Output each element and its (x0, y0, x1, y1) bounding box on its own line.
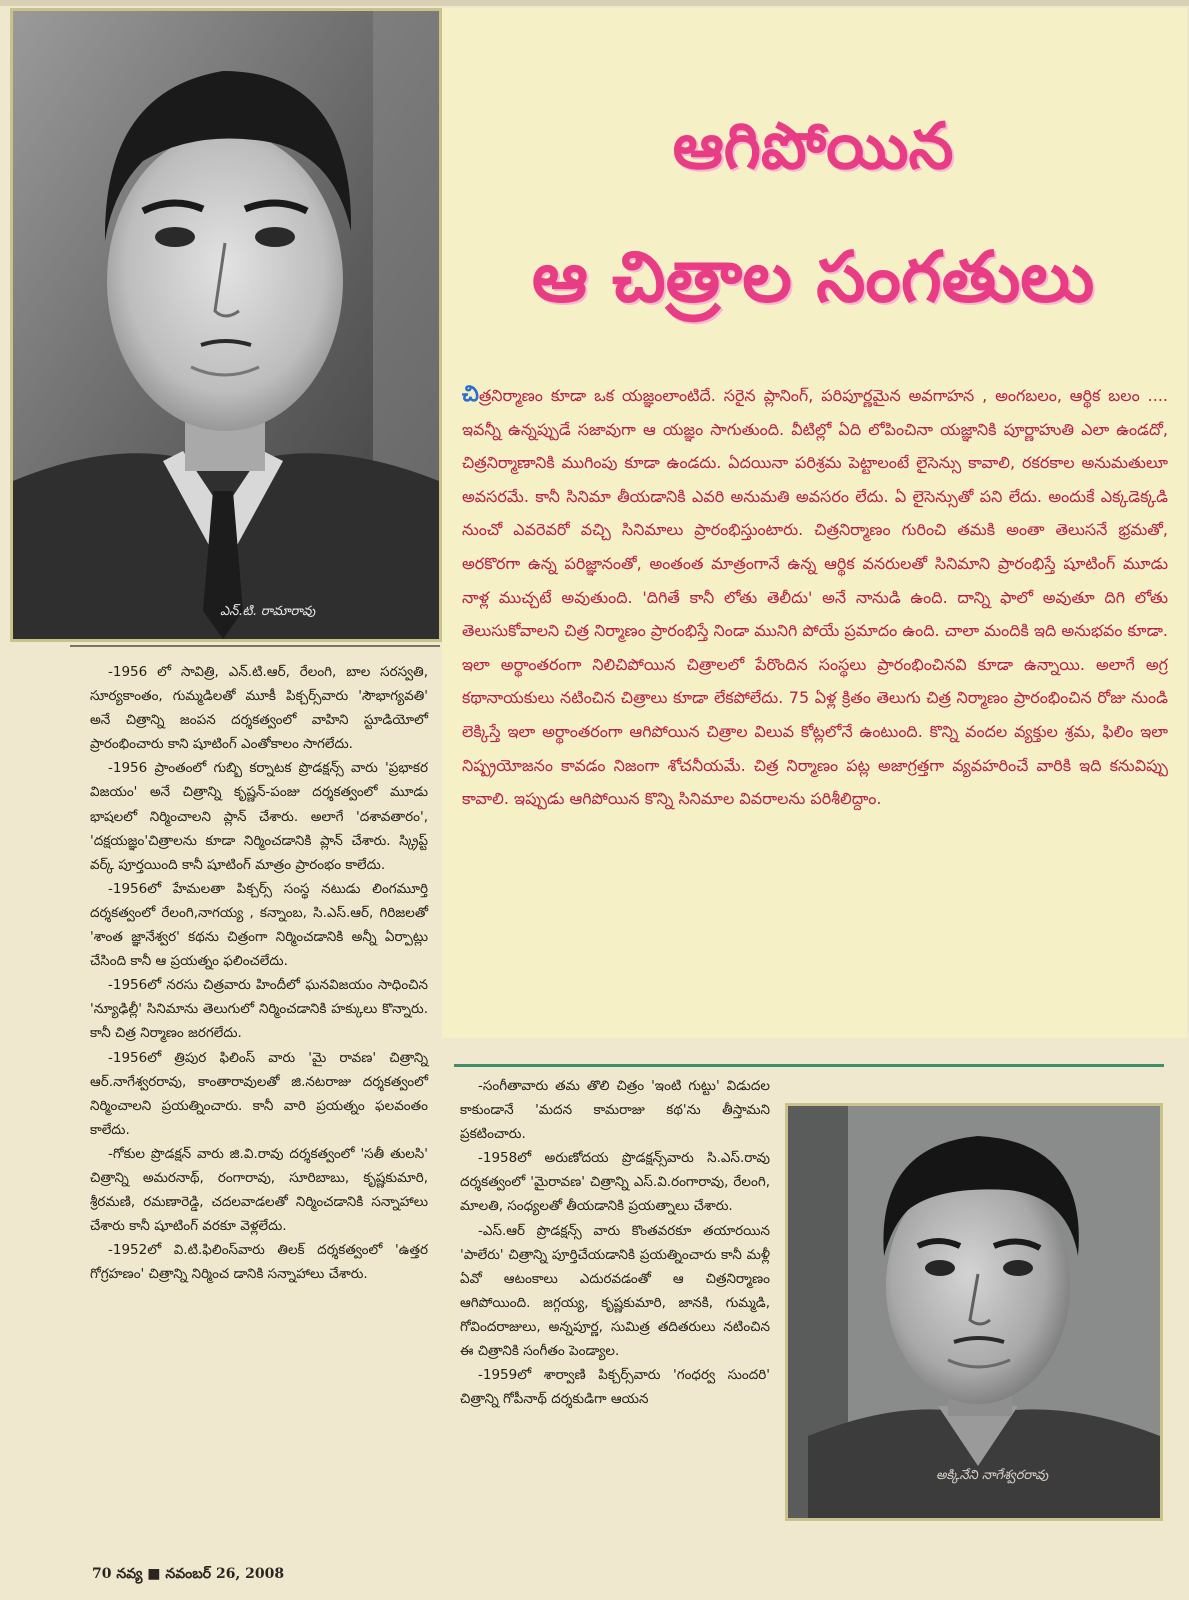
headline-line-1: ఆగిపోయిన (672, 110, 954, 184)
paragraph: -1956 లో సావిత్రి, ఎన్.టి.ఆర్, రేలంగి, బాల సరస్వతి, సూర్యకాంతం, గుమ్మడిలతో మూకీ పిక్చర్స్‌వారు 'సౌభాగ్యవతి' అనే చిత్రాన్ని జంపన దర్శకత్వంలో వాహిని స్టూడియోలో ప్రారంభించారు కాని షూటింగ్ ఎంతోకాలం సాగలేదు. (90, 664, 428, 753)
photo-caption-bottom: అక్కినేని నాగేశ్వరరావు (936, 1468, 1049, 1483)
paragraph: -1956లో హేమలతా పిక్చర్స్ సంస్థ నటుడు లింగమూర్తి దర్శకత్వంలో రేలంగి,నాగయ్య , కన్నాంబ, సి.ఎస్.ఆర్, గిరిజలతో 'శాంత జ్ఞానేశ్వర' కథను చిత్రంగా నిర్మించడానికి అన్నీ ఏర్పాట్లు చేసింది కానీ ఆ ప్రయత్నం ఫలించలేదు. (90, 880, 428, 970)
issue-date: నవంబర్ 26, 2008 (165, 1566, 285, 1582)
left-column-divider (70, 645, 440, 647)
paragraph: -ఎస్.ఆర్ ప్రొడక్షన్స్ వారు కొంతవరకూ తయారయిన 'పాలేరు' చిత్రాన్ని పూర్తిచేయడానికి ప్రయత్నించారు కానీ మళ్లీ ఏవో ఆటంకాలు ఎదురవడంతో ఆ చిత్రనిర్మాణం ఆగిపోయింది. జగ్గయ్య, కృష్ణకుమారి, జానకి, గుమ్మడి, గోవిందరాజులు, అన్నపూర్ణ, సుమిత్ర తదితరులు నటించిన ఈ చిత్రానికి సంగీతం పెండ్యాల. (460, 1222, 770, 1360)
page-footer (92, 1566, 284, 1585)
top-edge-strip (0, 0, 1189, 6)
paragraph: -1952లో వి.టి.ఫిలింస్‌వారు తిలక్ దర్శకత్వంలో 'ఉత్తర గోగ్రహణం' చిత్రాన్ని నిర్మించ డానికి సన్నాహాలు చేశారు. (90, 1242, 428, 1283)
paragraph: -1956 ప్రాంతంలో గుబ్బి కర్నాటక ప్రొడక్షన్స్ వారు 'ప్రభాకర విజయం' అనే చిత్రాన్ని కృష్ణన్-పంజు దర్శకత్వంలో మూడు భాషలలో నిర్మించాలని ప్లాన్ చేశారు. అలాగే 'దశావతారం', 'దక్షయజ్ఞం'చిత్రాలను కూడా నిర్మించడానికి ప్లాన్ చేశారు. స్క్రిప్ట్ వర్క్ పూర్తయింది కానీ షూటింగ్ మాత్రం ప్రారంభం కాలేదు. (90, 760, 428, 873)
body-column-left (90, 660, 428, 1286)
headline-line-2: ఆ చిత్రాల సంగతులు (531, 236, 1095, 318)
portrait-photo-top-left (10, 8, 442, 642)
portrait-illustration-1 (13, 11, 439, 639)
magazine-name: నవ్య (116, 1566, 143, 1582)
portrait-illustration-2 (788, 1106, 1160, 1518)
footer-separator: ■ (147, 1566, 161, 1582)
paragraph: -గోకుల ప్రొడక్షన్ వారు జి.వి.రావు దర్శకత్వంలో 'సతీ తులసి' చిత్రాన్ని అమరనాథ్, రంగారావు, సూరిబాబు, కృష్ణకుమారి, శ్రీరమణి, రమణారెడ్డి, చదలవాడలతో నిర్మించడానికి సన్నాహాలు చేశారు కానీ షూటింగ్ వరకూ వెళ్లలేదు. (90, 1145, 428, 1235)
paragraph: -1959లో శార్వాణి పిక్చర్స్‌వారు 'గంధర్వ సుందరి' చిత్రాన్ని గోపీనాథ్ దర్శకుడిగా ఆయన (460, 1367, 770, 1408)
section-divider (454, 1064, 1164, 1067)
paragraph: -1956లో త్రిపుర ఫిలింస్ వారు 'మై రావణ' చిత్రాన్ని ఆర్.నాగేశ్వరరావు, కాంతారావులతో జి.నటరాజు దర్శకత్వంలో నిర్మించాలని ప్రయత్నించారు. కానీ వారి ప్రయత్నం ఫలవంతం కాలేదు. (90, 1049, 428, 1138)
body-column-right (460, 1074, 770, 1411)
intro-text: త్రనిర్మాణం కూడా ఒక యజ్ఞంలాంటిదే. సరైన ప్లానింగ్, పరిపూర్ణమైన అవగాహన , అంగబలం, ఆర్థిక బలం .... ఇవన్నీ ఉన్నప్పుడే సజావుగా ఆ యజ్ఞం సాగుతుంది. వీటిల్లో ఏది లోపించినా యజ్ఞానికి పూర్ణాహుతి ఎలా ఉండదో, చిత్రనిర్మాణానికి ముగింపు కూడా ఉండదు. ఏదయినా పరిశ్రమ పెట్టాలంటే లైసెన్సు కావాలి, రకరకాల అనుమతులూ అవసరమే. కానీ సినిమా తీయడానికి ఎవరి అనుమతి అవసరం లేదు. ఏ లైసెన్సుతో పని లేదు. అందుకే ఎక్కడెక్కడి నుంచో ఎవరెవరో వచ్చి సినిమాలు ప్రారంభిస్తుంటారు. చిత్రనిర్మాణం గురించి తమకి అంతా తెలుసనే భ్రమతో, అరకొరగా ఉన్న పరిజ్ఞానంతో, అంతంత మాత్రంగానే ఉన్న ఆర్థిక వనరులతో సినిమాని ప్రారంభిస్తే షూటింగ్ మూడు నాళ్ల ముచ్చటే అవుతుంది. 'దిగితే కానీ లోతు తెలీదు' అనే నానుడి ఉంది. దాన్ని ఫాలో అవుతూ దిగి లోతు తెలుసుకోవాలని చిత్ర నిర్మాణం ప్రారంభిస్తే నిండా మునిగి పోయే ప్రమాదం ఉంది. చాలా మందికి ఇది అనుభవం కూడా. ఇలా అర్థాంతరంగా నిలిచిపోయిన చిత్రాలలో పేరొందిన సంస్థలు ప్రారంభించినవి కూడా ఉన్నాయి. అలాగే అగ్ర కథానాయకులు నటించిన చిత్రాలు కూడా లేకపోలేదు. 75 ఏళ్ల క్రితం తెలుగు చిత్ర నిర్మాణం ప్రారంభించిన రోజు నుండి లెక్కిస్తే ఇలా అర్థాంతరంగా ఆగిపోయిన చిత్రాల విలువ కోట్లలోనే ఉంటుంది. కొన్ని వందల వ్యక్తుల శ్రమ, ఫిలిం ఇలా నిష్ప్రయోజనం కావడం నిజంగా శోచనీయమే. చిత్ర నిర్మాణం పట్ల అజాగ్రత్తగా వ్యవహరించే వారికి ఇది కనువిప్పు కావాలి. ఇప్పుడు ఆగిపోయిన కొన్ని సినిమాల వివరాలను పరిశీలిద్దాం. (462, 386, 1168, 809)
portrait-photo-bottom-right (785, 1103, 1163, 1521)
intro-paragraph (462, 378, 1168, 816)
page-number: 70 (92, 1566, 112, 1582)
intro-dropcap: చి (462, 382, 479, 407)
photo-caption-top: ఎన్.టి. రామారావు (220, 604, 316, 619)
paragraph: -సంగీతావారు తమ తొలి చిత్రం 'ఇంటి గుట్టు' విడుదల కాకుండానే 'మదన కామరాజు కథ'ను తీస్తామని ప్రకటించారు. (460, 1078, 770, 1143)
paragraph: -1956లో నరసు చిత్రవారు హిందీలో ఘనవిజయం సాధించిన 'న్యూఢిల్లీ' సినిమాను తెలుగులో నిర్మించడానికి హక్కులు కొన్నారు. కానీ చిత్ర నిర్మాణం జరగలేదు. (90, 977, 428, 1042)
paragraph: -1958లో అరుణోదయ ప్రొడక్షన్స్‌వారు సి.ఎస్.రావు దర్శకత్వంలో 'మైరావణ' చిత్రాన్ని ఎస్.వి.రంగారావు, రేలంగి, మాలతి, సంధ్యలతో తీయడానికి ప్రయత్నాలు చేశారు. (460, 1150, 770, 1215)
